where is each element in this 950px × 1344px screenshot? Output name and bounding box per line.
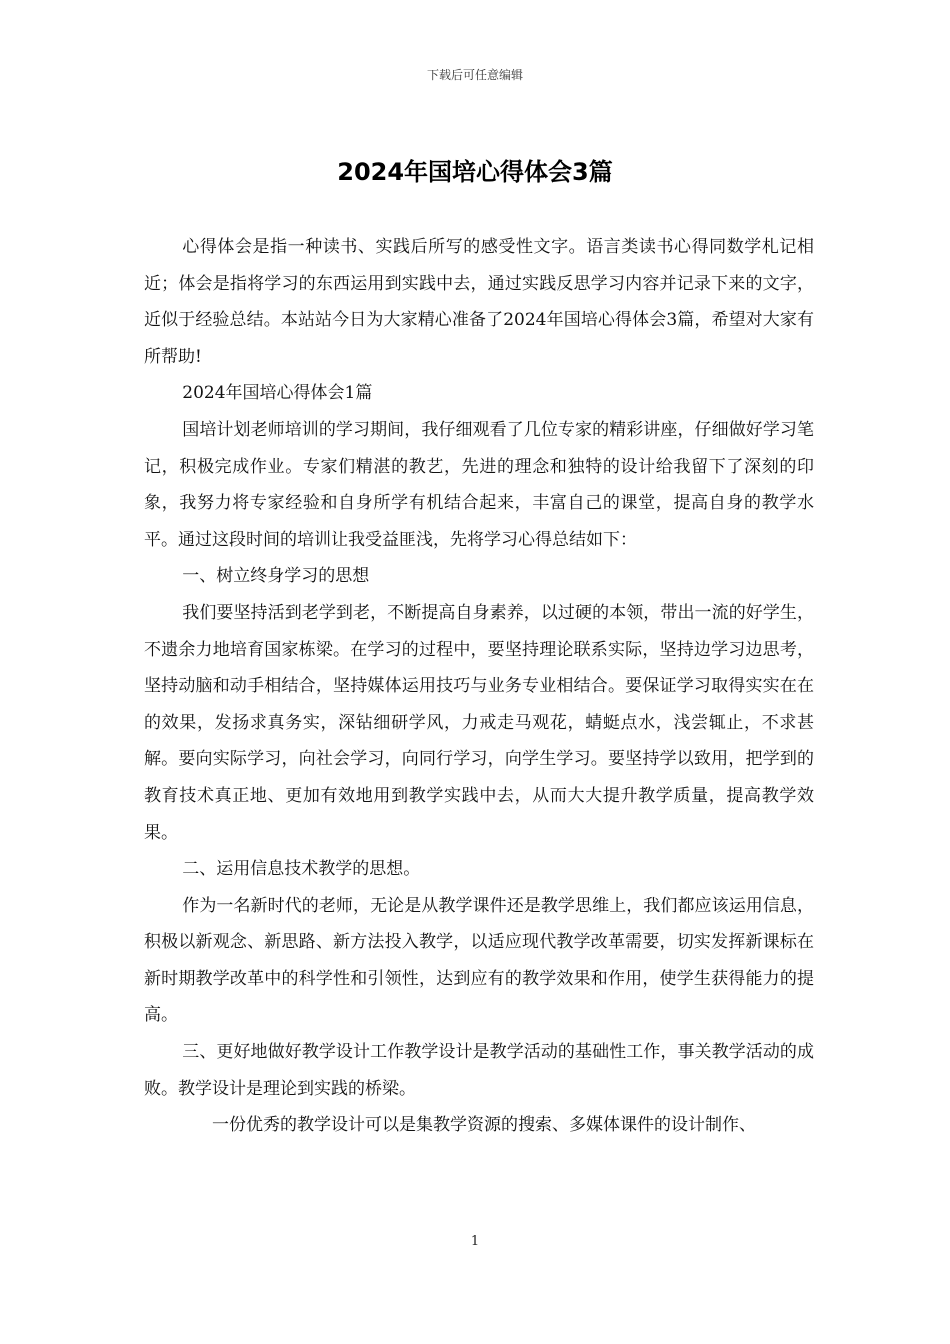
section-heading-lifelong-learning: 一、树立终身学习的思想 — [182, 566, 370, 587]
body-paragraph: 国培计划老师培训的学习期间，我仔细观看了几位专家的精彩讲座，仔细做好学习笔记，积极完成作业。专家们精湛的教艺，先进的理念和独特的设计给我留下了深刻的印象，我努力将专家经验和自身所学有机结合起来，丰富自己的课堂，提高自身的教学水平。通过这段时间的培训让我受益匪浅，先将学习心得总结如下： — [144, 419, 814, 550]
page-number: 1 — [470, 1234, 480, 1249]
body-paragraph: 作为一名新时代的老师，无论是从教学课件还是教学思维上，我们都应该运用信息，积极以新观念、新思路、新方法投入教学，以适应现代教学改革需要，切实发挥新课标在新时期教学改革中的科学性和引领性，达到应有的教学效果和作用，使学生获得能力的提高。 — [144, 895, 814, 1026]
document-body — [144, 229, 814, 1144]
section-heading-part-1: 2024年国培心得体会1篇 — [182, 383, 373, 404]
section-heading-teaching-design: 三、更好地做好教学设计工作教学设计是教学活动的基础性工作，事关教学活动的成败。教学设计是理论到实践的桥梁。 — [144, 1042, 814, 1099]
body-paragraph: 一份优秀的教学设计可以是集教学资源的搜索、多媒体课件的设计制作、 — [212, 1115, 756, 1136]
section-heading-information-technology: 二、运用信息技术教学的思想。 — [182, 859, 421, 880]
document-title: 2024年国培心得体会3篇 — [337, 158, 613, 186]
header-note: 下载后可任意编辑 — [426, 68, 523, 82]
intro-paragraph: 心得体会是指一种读书、实践后所写的感受性文字。语言类读书心得同数学札记相近；体会是指将学习的东西运用到实践中去，通过实践反思学习内容并记录下来的文字，近似于经验总结。本站站今日为大家精心准备了2024年国培心得体会3篇，希望对大家有所帮助! — [144, 237, 814, 367]
body-paragraph: 我们要坚持活到老学到老，不断提高自身素养，以过硬的本领，带出一流的好学生，不遗余力地培育国家栋梁。在学习的过程中，要坚持理论联系实际，坚持边学习边思考，坚持动脑和动手相结合，坚持媒体运用技巧与业务专业相结合。要保证学习取得实实在在的效果，发扬求真务实，深钻细研学风，力戒走马观花，蜻蜓点水，浅尝辄止，不求甚解。要向实际学习，向社会学习，向同行学习，向学生学习。要坚持学以致用，把学到的教育技术真正地、更加有效地用到教学实践中去，从而大大提升教学质量，提高教学效果。 — [144, 602, 814, 843]
